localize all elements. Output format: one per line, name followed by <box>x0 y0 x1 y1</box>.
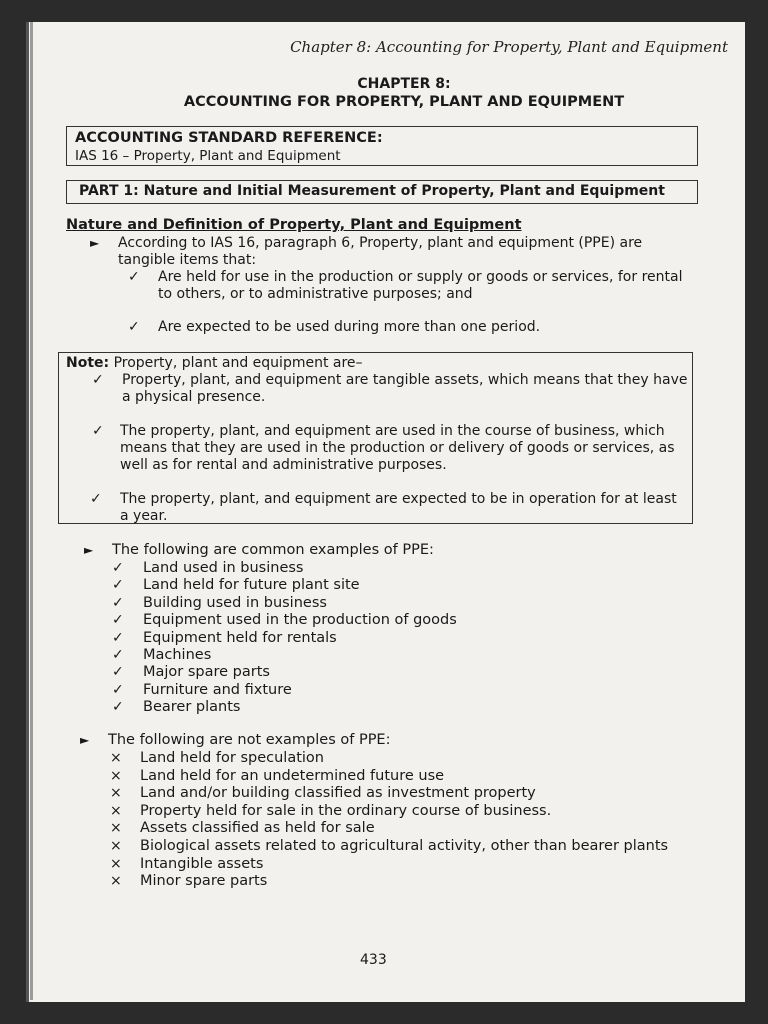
list-item: Intangible assets <box>140 855 264 872</box>
section-heading: Nature and Definition of Property, Plant and Equipment <box>66 217 522 233</box>
bullet-arrow-icon: ► <box>84 543 94 557</box>
cross-icon: × <box>110 838 122 854</box>
criteria-line: to others, or to administrative purposes; and <box>158 286 473 302</box>
check-icon: ✓ <box>112 594 124 611</box>
check-icon: ✓ <box>92 423 104 439</box>
running-header: Chapter 8: Accounting for Property, Plant and Equipment <box>290 38 728 56</box>
part-title-box <box>66 180 698 204</box>
list-item: Machines <box>143 647 212 663</box>
chapter-title: ACCOUNTING FOR PROPERTY, PLANT AND EQUIPMENT <box>183 94 625 110</box>
check-icon: ✓ <box>128 319 140 335</box>
part-title: PART 1: Nature and Initial Measurement of Property, Plant and Equipment <box>79 183 665 199</box>
check-icon: ✓ <box>112 629 124 646</box>
check-icon: ✓ <box>90 491 102 507</box>
note-item-line: a physical presence. <box>122 389 266 405</box>
cross-icon: × <box>110 802 122 819</box>
list-item: Building used in business <box>143 594 327 611</box>
criteria-line: Are held for use in the production or supply or goods or services, for rental <box>158 269 683 285</box>
examples-heading: The following are common examples of PPE: <box>112 542 434 558</box>
non-examples-heading: The following are not examples of PPE: <box>108 732 391 748</box>
list-item: Biological assets related to agricultural activity, other than bearer plants <box>140 838 669 854</box>
list-item: Furniture and fixture <box>143 681 292 698</box>
cross-icon: × <box>110 820 122 837</box>
list-item: Equipment held for rentals <box>143 629 337 646</box>
reference-standard: IAS 16 – Property, Plant and Equipment <box>75 148 341 164</box>
check-icon: ✓ <box>112 560 124 576</box>
intro-line: tangible items that: <box>118 252 257 268</box>
check-icon: ✓ <box>112 664 124 681</box>
page-number: 433 <box>360 952 387 968</box>
list-item: Minor spare parts <box>140 873 268 890</box>
cross-icon: × <box>110 873 122 890</box>
criteria-line: Are expected to be used during more than one period. <box>158 319 541 335</box>
chapter-label: CHAPTER 8: <box>357 76 451 92</box>
cross-icon: × <box>110 767 122 784</box>
note-item-line: The property, plant, and equipment are used in the course of business, which <box>120 423 665 439</box>
check-icon: ✓ <box>112 699 124 716</box>
note-label: Note: <box>66 355 110 371</box>
list-item: Major spare parts <box>143 664 270 681</box>
bullet-arrow-icon: ► <box>90 236 100 250</box>
cross-icon: × <box>110 785 122 802</box>
check-icon: ✓ <box>112 577 124 594</box>
list-item: Land held for future plant site <box>143 577 360 594</box>
list-item: Bearer plants <box>143 699 241 716</box>
note-lead <box>66 355 363 372</box>
note-item-line: Property, plant, and equipment are tangible assets, which means that they have <box>122 372 688 388</box>
check-icon: ✓ <box>112 681 124 698</box>
check-icon: ✓ <box>112 647 124 663</box>
standard-reference-box <box>66 126 698 166</box>
note-lead-text: Property, plant and equipment are– <box>113 355 363 371</box>
note-item-line: The property, plant, and equipment are expected to be in operation for at least <box>120 491 677 507</box>
check-icon: ✓ <box>128 269 140 285</box>
list-item: Equipment used in the production of goods <box>143 612 457 629</box>
cross-icon: × <box>110 855 122 872</box>
cross-icon: × <box>110 750 122 766</box>
list-item: Land and/or building classified as investment property <box>140 785 536 802</box>
intro-line: According to IAS 16, paragraph 6, Property, plant and equipment (PPE) are <box>118 235 643 251</box>
list-item: Land held for speculation <box>140 750 324 766</box>
list-item: Land used in business <box>143 560 304 576</box>
list-item: Land held for an undetermined future use <box>140 767 445 784</box>
page-binding-edge <box>30 22 33 1000</box>
check-icon: ✓ <box>92 372 104 388</box>
bullet-arrow-icon: ► <box>80 733 90 747</box>
list-item: Assets classified as held for sale <box>140 820 375 837</box>
note-item-line: a year. <box>120 508 168 524</box>
list-item: Property held for sale in the ordinary course of business. <box>140 802 552 819</box>
reference-heading: ACCOUNTING STANDARD REFERENCE: <box>75 130 383 146</box>
note-item-line: means that they are used in the production or delivery of goods or services, as <box>120 440 675 456</box>
check-icon: ✓ <box>112 612 124 629</box>
note-item-line: well as for rental and administrative purposes. <box>120 457 447 473</box>
